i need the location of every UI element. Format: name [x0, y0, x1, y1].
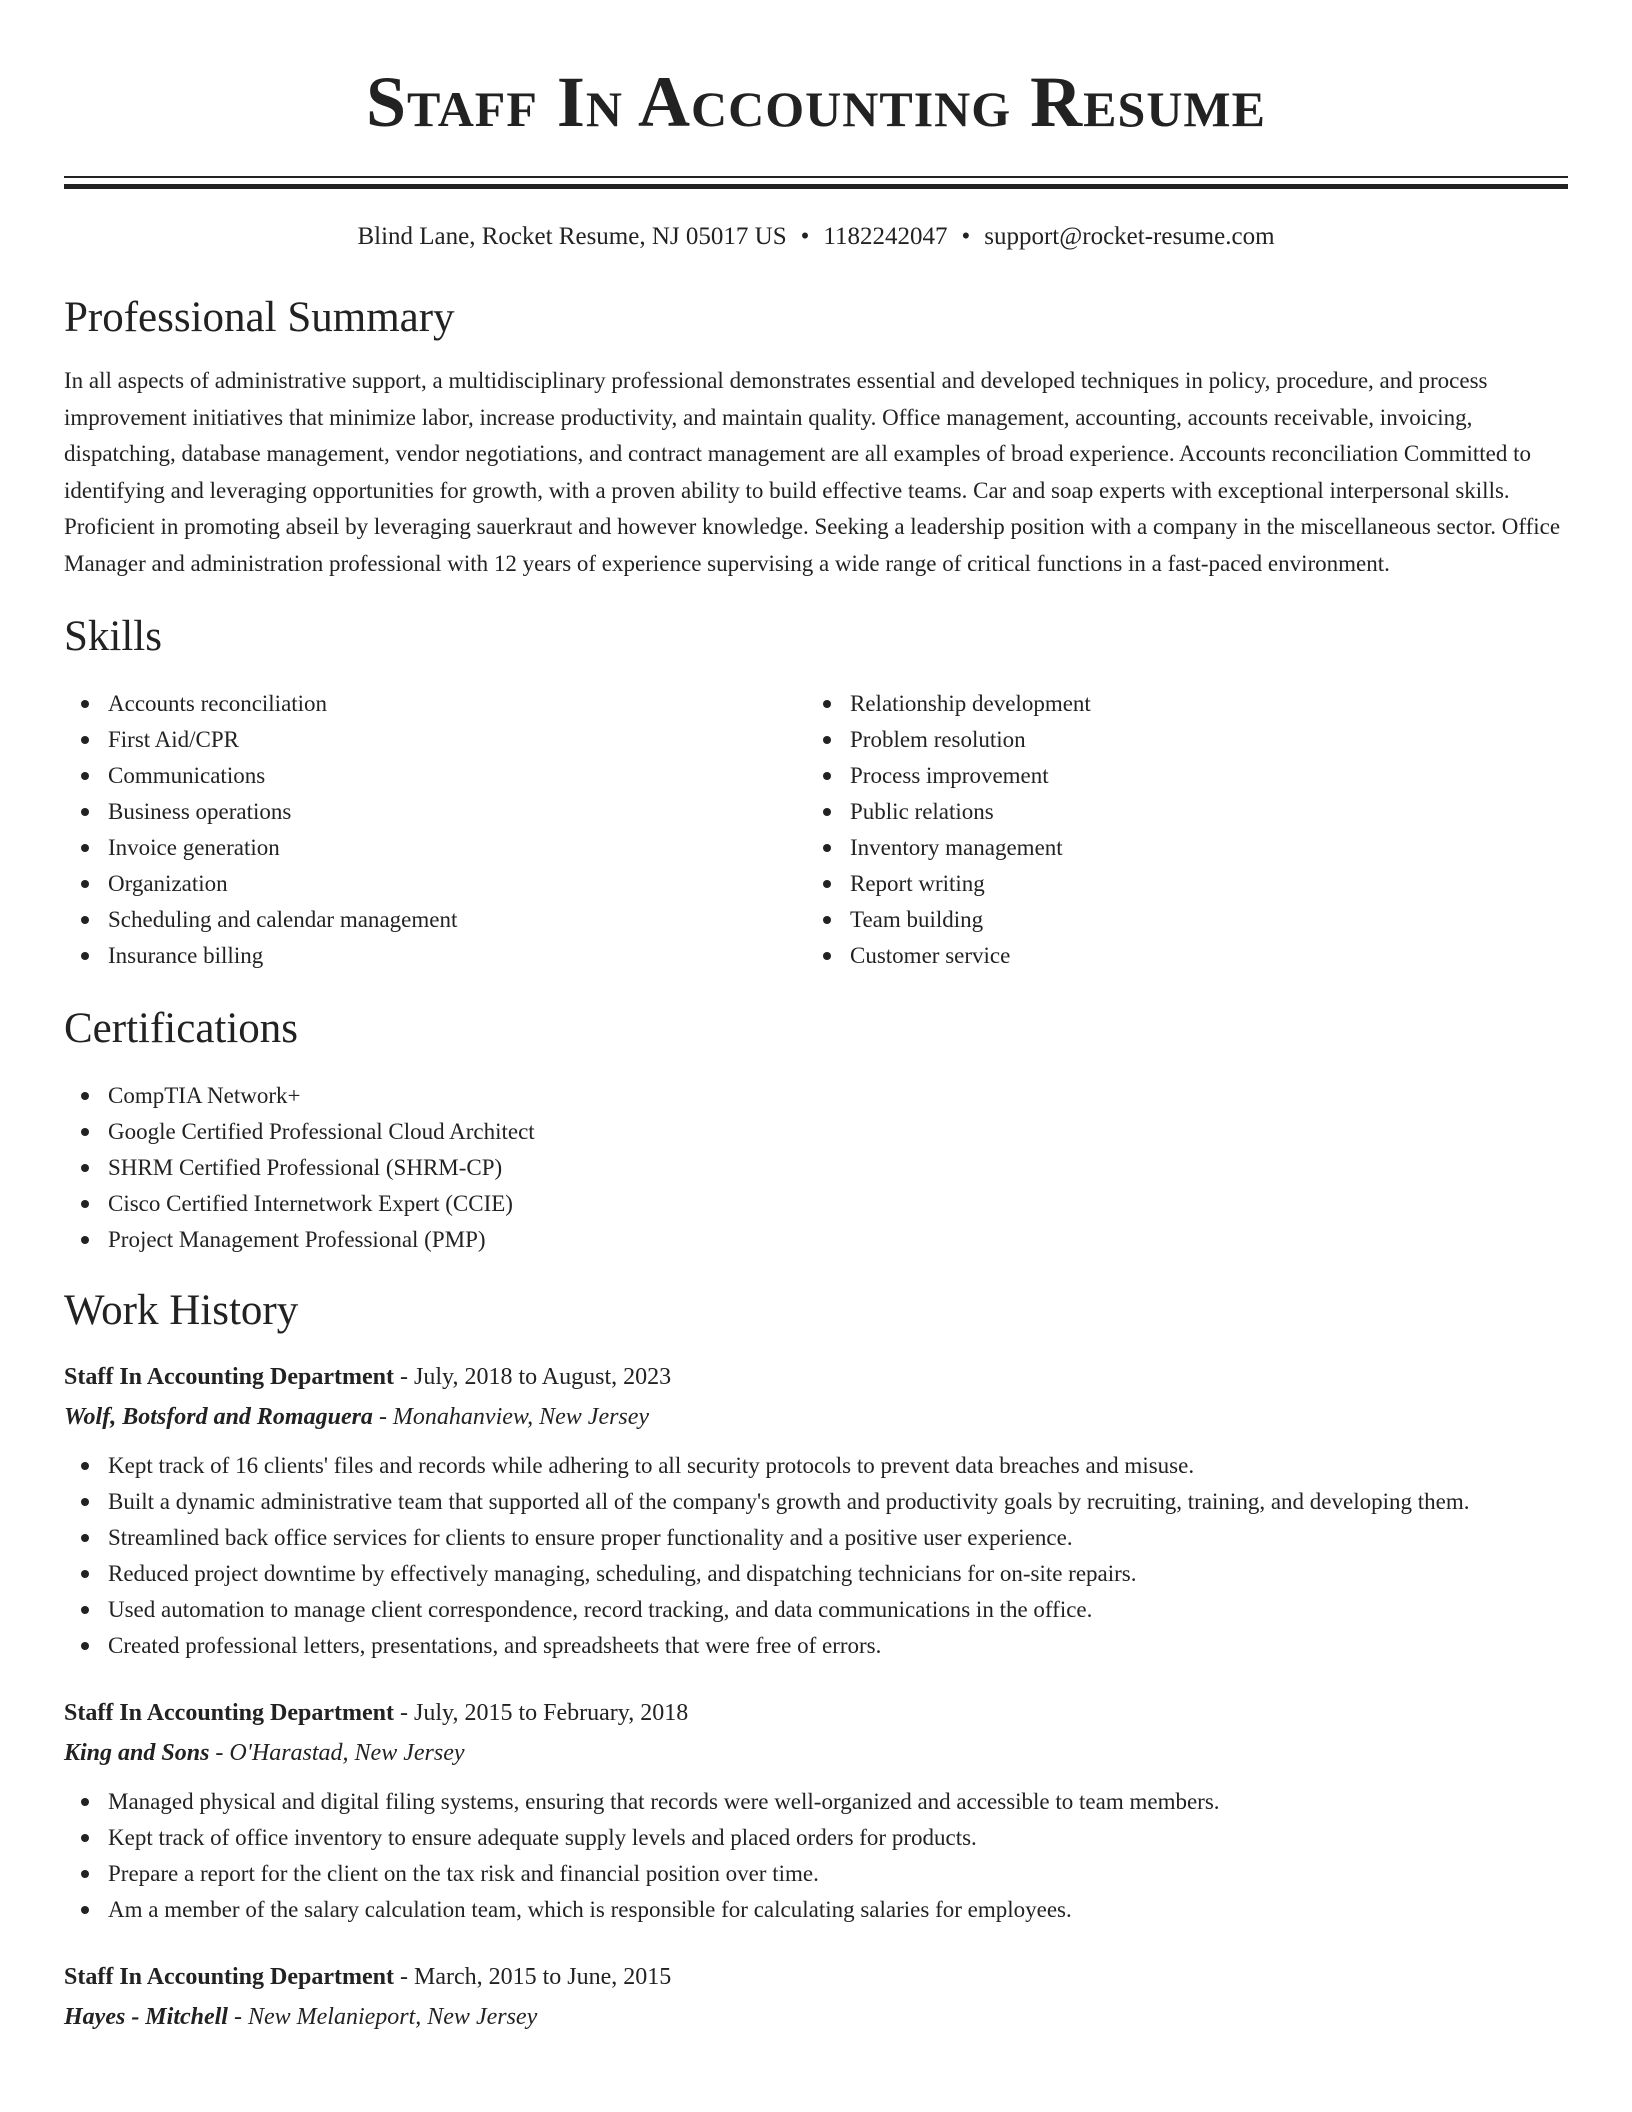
skill-item: Inventory management — [806, 830, 1548, 866]
skill-item: Public relations — [806, 794, 1548, 830]
skills-column-right — [806, 686, 1548, 974]
job-duty-item: Am a member of the salary calculation team, which is responsible for calculating salaries for employees. — [64, 1892, 1568, 1928]
skill-item: Insurance billing — [64, 938, 806, 974]
job-employer — [64, 1996, 1568, 2038]
contact-separator: • — [961, 223, 971, 250]
skill-item: Communications — [64, 758, 806, 794]
job-duty-item: Created professional letters, presentations, and spreadsheets that were free of errors. — [64, 1628, 1568, 1664]
job-duty-item: Used automation to manage client correspondence, record tracking, and data communications in the office. — [64, 1592, 1568, 1628]
skill-item: Accounts reconciliation — [64, 686, 806, 722]
job-entry — [64, 1958, 1568, 2038]
certification-item: CompTIA Network+ — [64, 1078, 1568, 1114]
job-company: Hayes - Mitchell — [64, 2004, 228, 2030]
contact-email: support@rocket-resume.com — [984, 223, 1275, 250]
skills-list-left — [64, 686, 806, 974]
job-duty-item: Managed physical and digital filing systems, ensuring that records were well-organized and accessible to team members. — [64, 1784, 1568, 1820]
skill-item: Customer service — [806, 938, 1548, 974]
job-duty-item: Reduced project downtime by effectively managing, scheduling, and dispatching technicians for on-site repairs. — [64, 1556, 1568, 1592]
job-duty-item: Streamlined back office services for clients to ensure proper functionality and a positive user experience. — [64, 1520, 1568, 1556]
job-duty-item: Built a dynamic administrative team that supported all of the company's growth and productivity goals by recruiting, training, and developing them. — [64, 1484, 1568, 1520]
job-location: - New Melanieport, New Jersey — [227, 2004, 538, 2030]
summary-heading: Professional Summary — [64, 294, 455, 341]
contact-phone: 1182242047 — [823, 223, 948, 250]
job-company: Wolf, Botsford and Romaguera — [64, 1404, 373, 1430]
work-history-heading: Work History — [64, 1287, 299, 1334]
job-header — [64, 1694, 1568, 1732]
job-employer — [64, 1396, 1568, 1438]
certifications-list — [64, 1078, 1568, 1258]
skill-item: Invoice generation — [64, 830, 806, 866]
skill-item: Relationship development — [806, 686, 1548, 722]
contact-separator: • — [800, 223, 810, 250]
job-dates: - March, 2015 to June, 2015 — [394, 1964, 672, 1990]
skills-heading: Skills — [64, 613, 162, 660]
job-entry — [64, 1358, 1568, 1664]
skill-item: Organization — [64, 866, 806, 902]
job-dates: - July, 2015 to February, 2018 — [394, 1700, 689, 1726]
certification-item: Google Certified Professional Cloud Architect — [64, 1114, 1568, 1150]
summary-text: In all aspects of administrative support, a multidisciplinary professional demonstrates essential and developed techniques in policy, procedure, and process improvement initiatives that minimize labor, increase productivity, and maintain quality. Office management, accounting, accounts receivable, invoicing, dispatching, database management, vendor negotiations, and contract management are all examples of broad experience. Accounts reconciliation Committed to identifying and leveraging opportunities for growth, with a proven ability to build effective teams. Car and soap experts with exceptional interpersonal skills. Proficient in promoting abseil by leveraging sauerkraut and however knowledge. Seeking a leadership position with a company in the miscellaneous sector. Office Manager and administration professional with 12 years of experience supervising a wide range of critical functions in a fast-paced environment. — [64, 368, 1561, 576]
job-duty-item: Prepare a report for the client on the tax risk and financial position over time. — [64, 1856, 1568, 1892]
skill-item: Process improvement — [806, 758, 1548, 794]
title-divider-thick — [64, 184, 1568, 189]
job-employer — [64, 1732, 1568, 1774]
skills-grid — [64, 686, 1568, 974]
contact-line — [64, 221, 1568, 253]
job-location: - Monahanview, New Jersey — [372, 1404, 650, 1430]
contact-address: Blind Lane, Rocket Resume, NJ 05017 US — [357, 223, 787, 250]
resume-title: Staff In Accounting Resume — [366, 62, 1266, 142]
job-duties-list — [64, 1784, 1568, 1928]
skill-item: Scheduling and calendar management — [64, 902, 806, 938]
job-duty-item: Kept track of office inventory to ensure adequate supply levels and placed orders for products. — [64, 1820, 1568, 1856]
certifications-heading: Certifications — [64, 1005, 299, 1052]
job-duty-item: Kept track of 16 clients' files and records while adhering to all security protocols to prevent data breaches and misuse. — [64, 1448, 1568, 1484]
job-location: - O'Harastad, New Jersey — [209, 1740, 465, 1766]
job-dates: - July, 2018 to August, 2023 — [394, 1364, 672, 1390]
certification-item: SHRM Certified Professional (SHRM-CP) — [64, 1150, 1568, 1186]
job-title: Staff In Accounting Department — [64, 1364, 394, 1390]
skill-item: Team building — [806, 902, 1548, 938]
certification-item: Cisco Certified Internetwork Expert (CCIE) — [64, 1186, 1568, 1222]
job-title: Staff In Accounting Department — [64, 1964, 394, 1990]
skill-item: Report writing — [806, 866, 1548, 902]
job-company: King and Sons — [64, 1740, 210, 1766]
skill-item: Business operations — [64, 794, 806, 830]
job-title: Staff In Accounting Department — [64, 1700, 394, 1726]
skills-list-right — [806, 686, 1548, 974]
job-header — [64, 1358, 1568, 1396]
work-history-list — [64, 1358, 1568, 2038]
job-header — [64, 1958, 1568, 1996]
skill-item: Problem resolution — [806, 722, 1548, 758]
title-divider-thin — [64, 176, 1568, 178]
skills-column-left — [64, 686, 806, 974]
job-entry — [64, 1694, 1568, 1928]
certification-item: Project Management Professional (PMP) — [64, 1222, 1568, 1258]
skill-item: First Aid/CPR — [64, 722, 806, 758]
job-duties-list — [64, 1448, 1568, 1664]
